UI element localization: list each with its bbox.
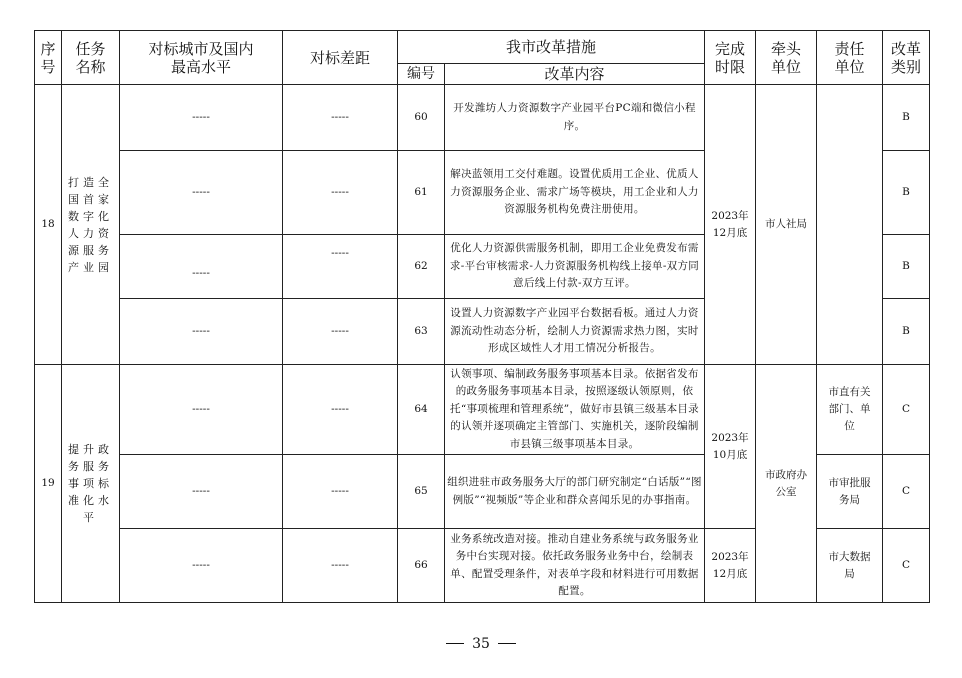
number-cell: 61 — [398, 151, 445, 235]
seq-cell: 18 — [35, 85, 62, 365]
category-cell: C — [883, 455, 930, 529]
header-lead-unit: 牵头单位 — [756, 31, 817, 85]
gap-cell: ----- — [283, 529, 398, 603]
header-content: 改革内容 — [445, 64, 705, 85]
resp-unit-cell: 市审批服务局 — [817, 455, 883, 529]
gap-cell: ----- — [283, 365, 398, 455]
deadline-cell: 2023年10月底 — [705, 365, 756, 529]
header-measures: 我市改革措施 — [398, 31, 705, 64]
content-cell: 解决蓝领用工交付难题。设置优质用工企业、优质人力资源服务企业、需求广场等模块，用工企业和人力资源服务机构免费注册使用。 — [445, 151, 705, 235]
category-cell: B — [883, 299, 930, 365]
content-cell: 认领事项、编制政务服务事项基本目录。依据省发布的政务服务事项基本目录，按照逐级认领原则，依托“事项梳理和管理系统”，做好市县镇三级基本目录的认领并逐项确定主管部门、实施机关，逐阶段编制市县镇三级事项基本目录。 — [445, 365, 705, 455]
number-cell: 60 — [398, 85, 445, 151]
task-name-cell: 打造全国首家数字化人力资源服务产业园 — [62, 85, 120, 365]
category-cell: C — [883, 365, 930, 455]
page-number-text: 35 — [472, 636, 490, 652]
category-cell: B — [883, 85, 930, 151]
content-cell: 组织进驻市政务服务大厅的部门研究制定“白话版”“图例版”“视频版”等企业和群众喜闻乐见的办事指南。 — [445, 455, 705, 529]
gap-cell: ----- — [283, 299, 398, 365]
category-cell: B — [883, 151, 930, 235]
number-cell: 66 — [398, 529, 445, 603]
page-number-dash-left — [446, 643, 464, 644]
reform-measures-table — [34, 30, 930, 603]
category-cell: B — [883, 235, 930, 299]
benchmark-cell: ----- — [120, 235, 283, 299]
benchmark-cell: ----- — [120, 151, 283, 235]
lead-unit-cell: 市政府办公室 — [756, 365, 817, 603]
benchmark-cell: ----- — [120, 85, 283, 151]
header-category: 改革类别 — [883, 31, 930, 85]
content-cell: 设置人力资源数字产业园平台数据看板。通过人力资源流动性动态分析，绘制人力资源需求热力图，实时形成区域性人才用工情况分析报告。 — [445, 299, 705, 365]
header-deadline: 完成时限 — [705, 31, 756, 85]
content-cell: 优化人力资源供需服务机制，即用工企业免费发布需求-平台审核需求-人力资源服务机构线上接单-双方同意后线上付款-双方互评。 — [445, 235, 705, 299]
gap-cell: ----- — [283, 235, 398, 299]
page-number-dash-right — [498, 643, 516, 644]
resp-unit-cell: 市大数据局 — [817, 529, 883, 603]
table-row — [35, 85, 930, 151]
number-cell: 63 — [398, 299, 445, 365]
resp-unit-cell — [817, 85, 883, 365]
header-task-name: 任务名称 — [62, 31, 120, 85]
header-gap: 对标差距 — [283, 31, 398, 85]
deadline-cell: 2023年12月底 — [705, 85, 756, 365]
benchmark-cell: ----- — [120, 299, 283, 365]
header-number: 编号 — [398, 64, 445, 85]
lead-unit-cell: 市人社局 — [756, 85, 817, 365]
seq-cell: 19 — [35, 365, 62, 603]
resp-unit-cell: 市直有关部门、单位 — [817, 365, 883, 455]
number-cell: 62 — [398, 235, 445, 299]
benchmark-cell: ----- — [120, 455, 283, 529]
header-benchmark: 对标城市及国内最高水平 — [120, 31, 283, 85]
deadline-cell: 2023年12月底 — [705, 529, 756, 603]
number-cell: 65 — [398, 455, 445, 529]
benchmark-cell: ----- — [120, 529, 283, 603]
page-number — [0, 636, 962, 652]
gap-cell: ----- — [283, 455, 398, 529]
table-row — [35, 365, 930, 455]
gap-cell: ----- — [283, 85, 398, 151]
number-cell: 64 — [398, 365, 445, 455]
task-name-cell: 提升政务服务事项标准化水平 — [62, 365, 120, 603]
content-cell: 开发潍坊人力资源数字产业园平台PC端和微信小程序。 — [445, 85, 705, 151]
category-cell: C — [883, 529, 930, 603]
header-resp-unit: 责任单位 — [817, 31, 883, 85]
gap-cell: ----- — [283, 151, 398, 235]
header-seq: 序号 — [35, 31, 62, 85]
benchmark-cell: ----- — [120, 365, 283, 455]
content-cell: 业务系统改造对接。推动自建业务系统与政务服务业务中台实现对接。依托政务服务业务中台，绘制表单、配置受理条件，对表单字段和材料进行可用数据配置。 — [445, 529, 705, 603]
